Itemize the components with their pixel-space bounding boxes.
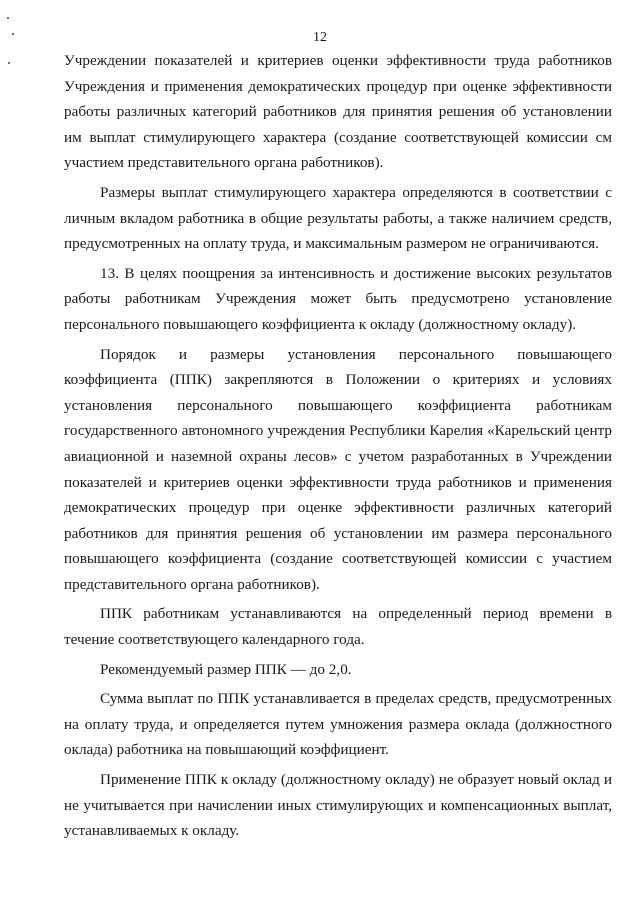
paragraph: Применение ППК к окладу (должностному окладу) не образует новый оклад и не учитывается при начислении иных стимулирующих и компенсационных выплат, устанавливаемых к окладу. — [64, 771, 612, 840]
paragraph: Рекомендуемый размер ППК — до 2,0. — [100, 660, 352, 678]
scan-speck — [7, 17, 9, 19]
document-body — [64, 48, 612, 844]
page-number: 12 — [313, 30, 327, 45]
paragraph: ППК работникам устанавливаются на определенный период времени в течение соответствующего календарного года. — [64, 605, 612, 649]
paragraph: Сумма выплат по ППК устанавливается в пределах средств, предусмотренных на оплату труда, и определяется путем умножения размера оклада (должностного оклада) работника на повышающий коэффициент. — [64, 690, 612, 759]
paragraph-continuation: Учреждении показателей и критериев оценки эффективности труда работников Учреждения и применения демократических процедур при оценке эффективности работы различных категорий работников для принятия решения об установлении им выплат стимулирующего характера (создание соответствующей комиссии см участием представительного органа работников). — [64, 52, 612, 172]
paragraph: Размеры выплат стимулирующего характера определяются в соответствии с личным вкладом работника в общие результаты работы, а также наличием средств, предусмотренных на оплату труда, и максимальным размером не ограничиваются. — [64, 183, 612, 253]
paragraph: 13. В целях поощрения за интенсивность и достижение высоких результатов работы работникам Учреждения может быть предусмотрено установление персонального повышающего коэффициента к окладу (должностному окладу). — [64, 264, 612, 333]
paragraph: Порядок и размеры установления персонального повышающего коэффициента (ППК) закрепляются в Положении о критериях и условиях установления персонального повышающего коэффициента работникам государственного автономного учреждения Республики Карелия «Карельский центр авиационной и наземной охраны лесов» с учетом разработанных в Учреждении показателей и критериев оценки эффективности труда работников и применения демократических процедур при оценке эффективности различных категорий работников для принятия решения об установлении им размера персонального повышающего коэффициента (создание соответствующей комиссии с участием представительного органа работников). — [64, 345, 612, 593]
scan-speck — [8, 62, 10, 64]
